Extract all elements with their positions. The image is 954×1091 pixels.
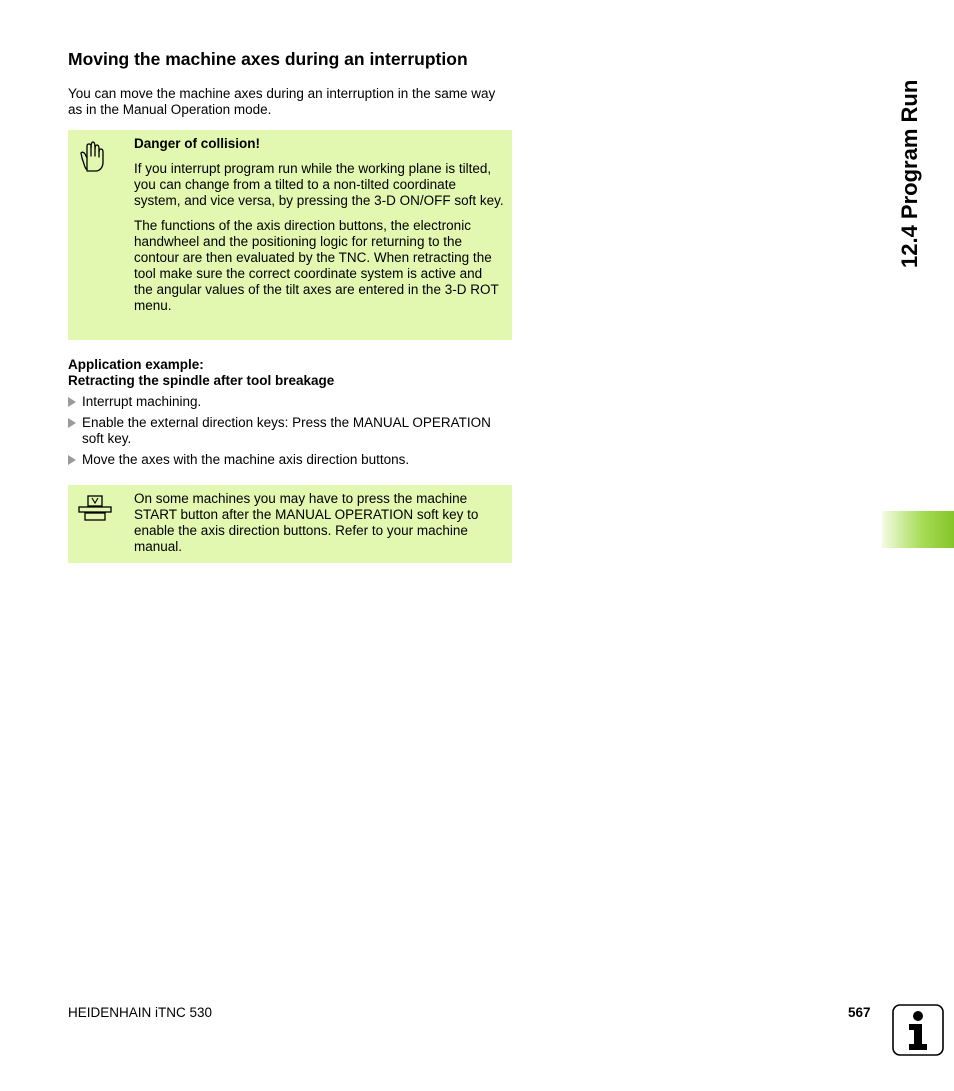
- chapter-tab: [882, 511, 954, 548]
- chapter-label: 12.4 Program Run: [897, 79, 922, 268]
- danger-paragraph: The functions of the axis direction buttons, the electronic handwheel and the positioning logic for returning to the contour are then evaluated by the TNC. When retracting the tool make sure the correct coordinate system is active and the angular values of the tilt axes are entered in the 3-D ROT menu.: [134, 218, 499, 313]
- step-text: Move the axes with the machine axis direction buttons.: [82, 452, 410, 467]
- list-item: [68, 394, 512, 410]
- machine-note-text: On some machines you may have to press the machine START button after the MANUAL OPERATION soft key to enable the axis direction buttons. Refer to your machine manual.: [134, 491, 479, 554]
- hand-warning-icon: [78, 140, 104, 174]
- page-number: 567: [848, 1005, 871, 1020]
- step-list: [68, 394, 512, 473]
- machine-note: [68, 485, 512, 563]
- application-heading: [68, 357, 334, 389]
- step-arrow-icon: [68, 418, 76, 428]
- list-item: [68, 415, 512, 447]
- danger-note-body: [134, 136, 504, 323]
- danger-note: [68, 130, 512, 340]
- danger-paragraph: If you interrupt program run while the working plane is tilted, you can change from a tilted to a non-tilted coordinate system, and vice versa, by pressing the 3-D ON/OFF soft key.: [134, 161, 504, 208]
- machine-dependent-icon: [78, 495, 112, 525]
- step-text: Enable the external direction keys: Press the MANUAL OPERATION soft key.: [82, 415, 491, 446]
- section-title: Moving the machine axes during an interruption: [68, 49, 468, 69]
- info-icon: [892, 1004, 944, 1056]
- application-heading-line1: Application example:: [68, 357, 204, 372]
- step-text: Interrupt machining.: [82, 394, 202, 409]
- intro-text: You can move the machine axes during an interruption in the same way as in the Manual Operation mode.: [68, 86, 496, 117]
- machine-note-body: [134, 491, 504, 564]
- danger-heading: Danger of collision!: [134, 136, 261, 151]
- step-arrow-icon: [68, 455, 76, 465]
- step-arrow-icon: [68, 397, 76, 407]
- footer-product: HEIDENHAIN iTNC 530: [68, 1005, 213, 1020]
- application-heading-line2: Retracting the spindle after tool breakage: [68, 373, 335, 388]
- list-item: [68, 452, 512, 468]
